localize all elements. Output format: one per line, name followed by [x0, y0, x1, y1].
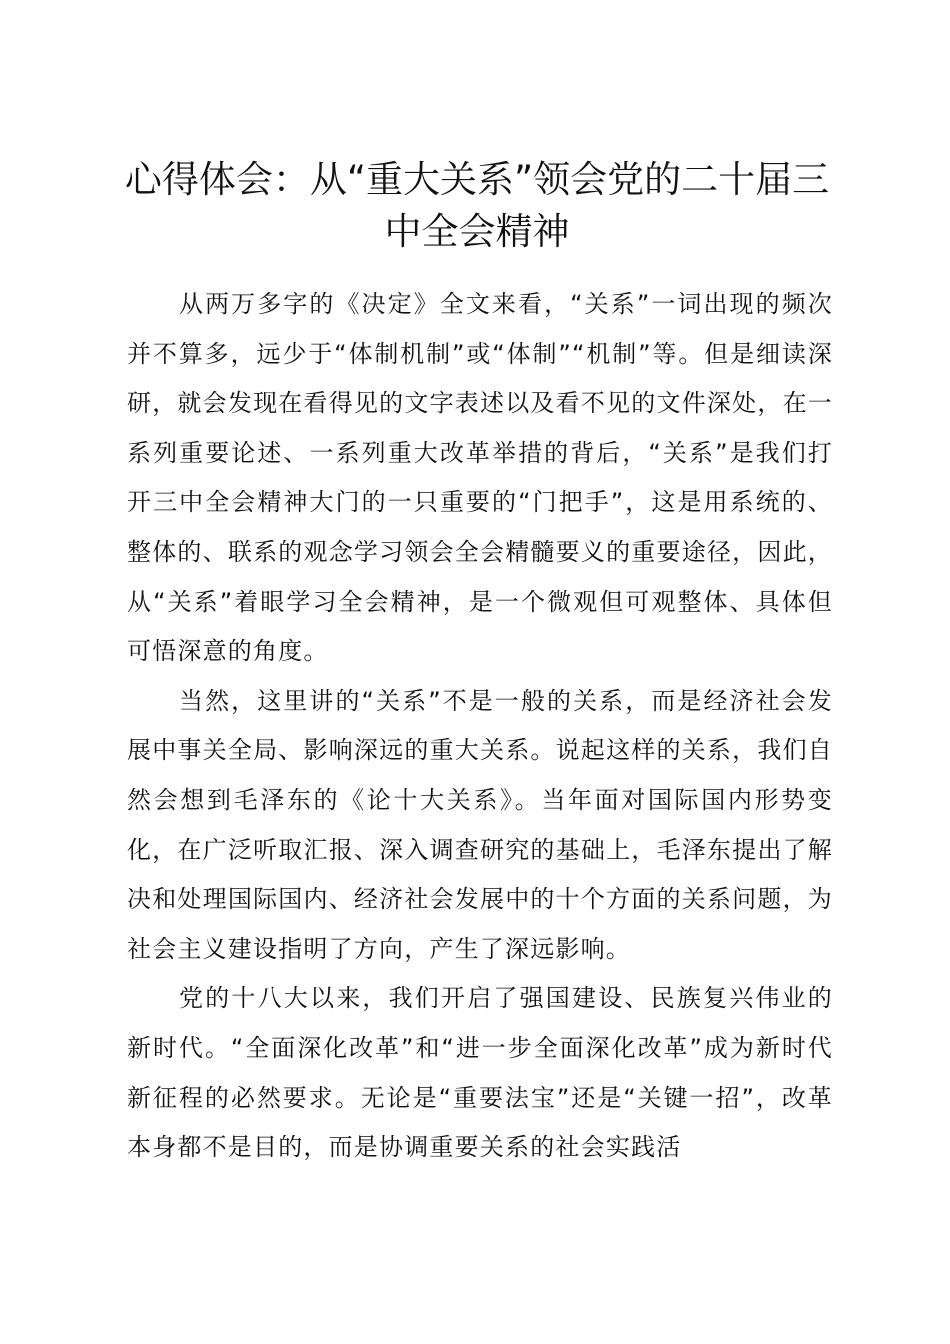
document-title	[120, 154, 834, 258]
title-line-2: 中全会精神	[384, 210, 570, 253]
title-line-1: 心得体会：从“重大关系”领会党的二十届三	[124, 158, 830, 201]
paragraph-2: 当然，这里讲的“关系”不是一般的关系，而是经济社会发展中事关全局、影响深远的重大关系。说起这样的关系，我们自然会想到毛泽东的《论十大关系》。当年面对国际国内形势变化，在广泛听取汇报、深入调查研究的基础上，毛泽东提出了解决和处理国际国内、经济社会发展中的十个方面的关系问题，为社会主义建设指明了方向，产生了深远影响。	[127, 686, 833, 963]
paragraph-1: 从两万多字的《决定》全文来看，“关系”一词出现的频次并不算多，远少于“体制机制”或“体制”“机制”等。但是细读深研，就会发现在看得见的文字表述以及看不见的文件深处，在一系列重要论述、一系列重大改革举措的背后，“关系”是我们打开三中全会精神大门的一只重要的“门把手”，这是用系统的、整体的、联系的观念学习领会全会精髓要义的重要途径，因此，从“关系”着眼学习全会精神，是一个微观但可观整体、具体但可悟深意的角度。	[127, 290, 833, 666]
paragraph-3: 党的十八大以来，我们开启了强国建设、民族复兴伟业的新时代。“全面深化改革”和“进一步全面深化改革”成为新时代新征程的必然要求。无论是“重要法宝”还是“关键一招”，改革本身都不是目的，而是协调重要关系的社会实践活	[127, 984, 833, 1162]
document-body	[127, 280, 833, 1173]
